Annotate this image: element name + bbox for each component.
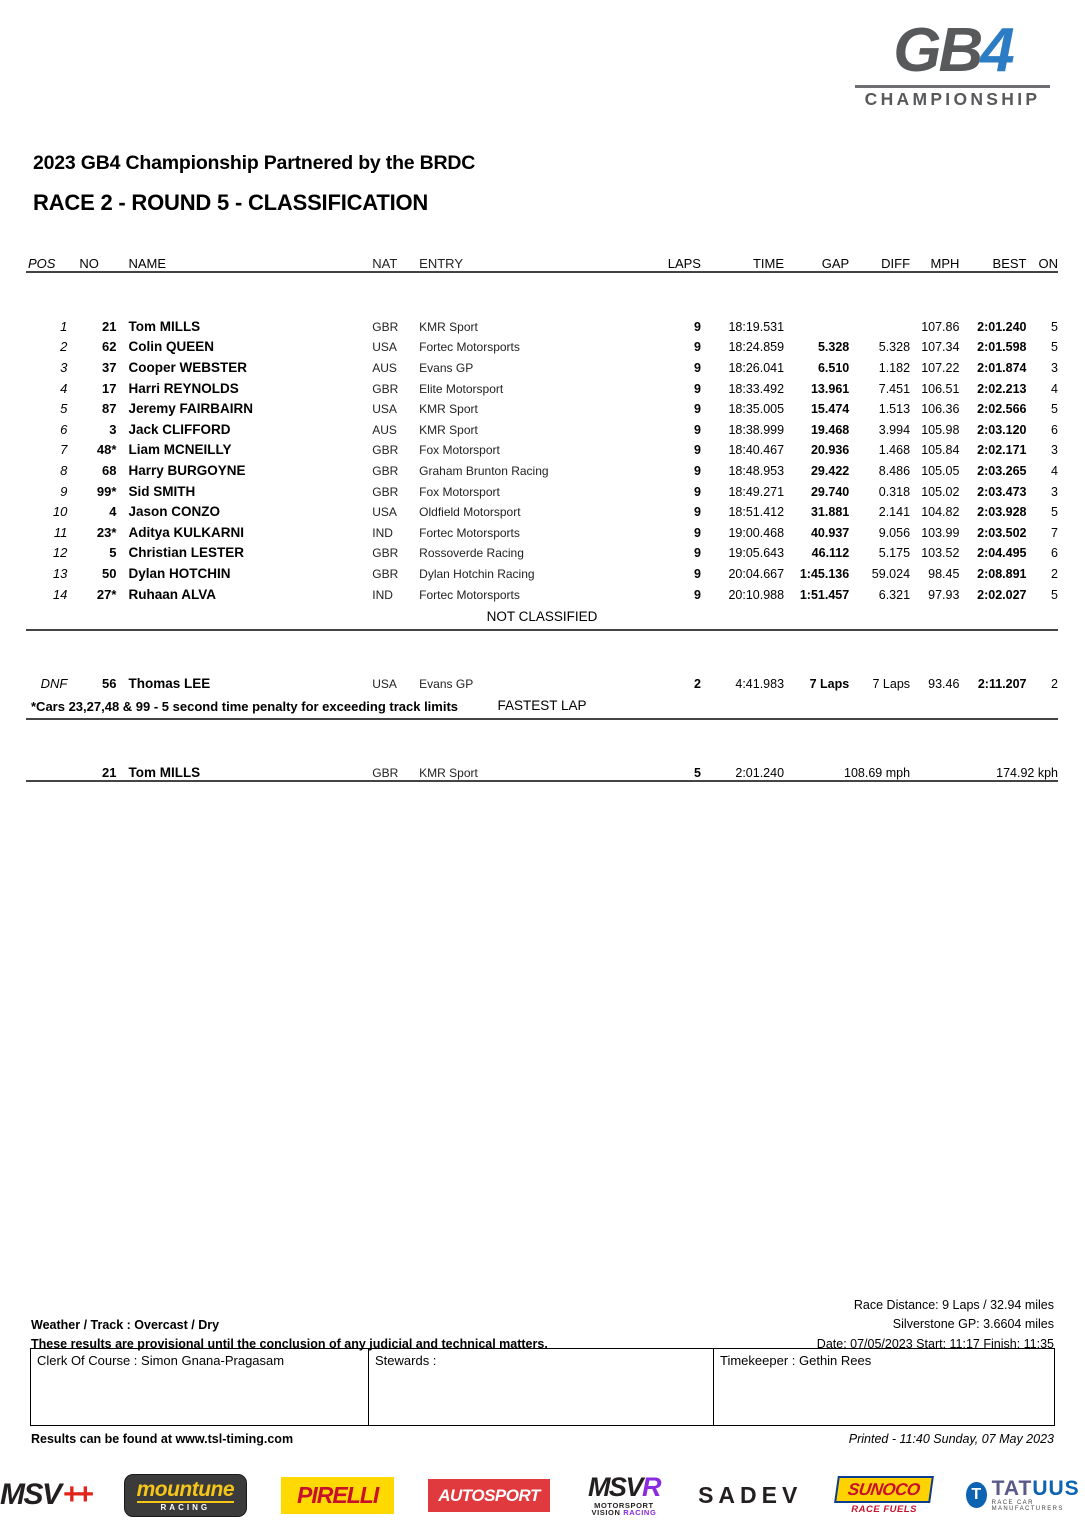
race-distance-info: Race Distance: 9 Laps / 32.94 miles [853,1298,1054,1312]
cell-best: 2:01.874 [977,360,1027,375]
cell-gap: 20.936 [810,443,850,458]
cell-best: 2:11.207 [977,677,1027,692]
cell-nat: GBR [372,463,399,478]
cell-mph: 93.46 [928,677,960,692]
cell-time: 2:01.240 [735,766,785,781]
cell-laps: 9 [694,319,701,334]
sunoco-sub: RACE FUELS [851,1503,917,1515]
logo-subtitle: CHAMPIONSHIP [864,88,1041,109]
cell-no: 27* [96,586,117,602]
cell-on: 2 [1051,677,1058,692]
cell-name: Aditya KULKARNI [128,524,244,540]
cell-nat: AUS [372,422,397,437]
table-row[interactable] [26,437,1058,458]
cell-time: 18:19.531 [728,319,785,334]
sponsor-mountune [124,1475,247,1515]
cell-diff: 7.451 [878,381,911,396]
cell-on: 4 [1051,381,1058,396]
msv-chevron-icon: ++ [62,1478,90,1511]
sponsor-autosport [428,1475,550,1515]
cell-entry: Oldfield Motorsport [419,505,521,520]
tatuus-emblem-icon: T [966,1482,987,1508]
cell-gap: 7 Laps [809,677,850,692]
cell-mph: 107.86 [921,319,960,334]
col-header-diff: DIFF [881,256,911,271]
fastest-lap-rule [26,719,1058,740]
timekeeper-cell: Timekeeper : Gethin Rees [720,1353,872,1368]
cell-mph: 106.36 [921,402,960,417]
cell-gap: 19.468 [810,422,850,437]
cell-pos: 2 [60,339,68,355]
cell-laps: 9 [694,443,701,458]
cell-on: 3 [1051,360,1058,375]
cell-on: 2 [1051,566,1058,581]
logo-divider [855,85,1050,88]
table-bottom-rule [26,781,1058,802]
cell-pos: 6 [60,421,68,437]
col-header-time: TIME [752,256,785,271]
cell-time: 18:49.271 [728,484,785,499]
cell-nat: AUS [372,360,397,375]
cell-diff: 1.513 [878,402,911,417]
header-rule [26,272,1058,293]
cell-fastest-kph: 174.92 kph [996,766,1058,781]
cell-no: 21 [101,765,117,781]
cell-laps: 9 [694,505,701,520]
cell-on: 4 [1051,463,1058,478]
cell-gap: 29.740 [810,484,850,499]
cell-mph: 103.52 [921,546,960,561]
table-row[interactable] [26,519,1058,540]
cell-no: 68 [101,462,117,478]
cell-nat: GBR [372,484,399,499]
cell-fastest-mph: 108.69 mph [844,766,911,781]
cell-entry: Fortec Motorsports [419,340,520,355]
msv-logo [0,1478,90,1512]
cell-entry: Dylan Hotchin Racing [419,566,535,581]
cell-pos: 10 [52,504,68,520]
cell-mph: 105.02 [921,484,960,499]
cell-pos: 7 [60,442,68,458]
cell-pos [26,760,77,781]
cell-time: 18:40.467 [728,443,785,458]
logo-gb-text: GB [893,16,981,85]
cell-mph: 98.45 [928,566,960,581]
cell-laps: 9 [694,525,701,540]
msvr-sub-2: RACING [623,1508,657,1517]
cell-pos: DNF [40,676,68,692]
cell-no: 21 [101,318,117,334]
cell-gap: 31.881 [810,505,850,520]
cell-pos: 3 [60,359,68,375]
circuit-info: Silverstone GP: 3.6604 miles [892,1317,1054,1332]
cell-best: 2:03.120 [977,422,1027,437]
cell-entry: KMR Sport [419,402,478,417]
cell-diff: 5.175 [878,546,911,561]
cell-diff: 1.468 [878,443,911,458]
cell-diff: 2.141 [878,505,911,520]
table-row[interactable] [26,416,1058,437]
sponsor-sunoco [836,1475,932,1515]
page-title: 2023 GB4 Championship Partnered by the BRDC [33,152,476,174]
cell-time: 18:48.953 [728,463,785,478]
cell-no: 99* [96,483,117,499]
msvr-sub [584,1502,664,1517]
cell-diff: 59.024 [871,566,911,581]
msvr-sub-1: MOTORSPORT VISION [591,1500,654,1517]
cell-entry: Evans GP [419,360,474,375]
cell-on: 6 [1051,546,1058,561]
col-header-name: NAME [128,256,167,271]
cell-name: Tom MILLS [128,765,201,781]
cell-no: 23* [96,524,117,540]
cell-diff: 1.182 [878,360,911,375]
sponsor-msv [0,1475,90,1515]
col-header-no: NO [79,256,99,271]
cell-laps: 9 [694,484,701,499]
cell-time: 18:38.999 [728,422,785,437]
cell-name: Sid SMITH [128,483,196,499]
cell-mph: 105.98 [921,422,960,437]
table-row[interactable] [26,478,1058,499]
mountune-wordmark: mountune [136,1477,235,1501]
table-row[interactable] [26,499,1058,520]
cell-entry: KMR Sport [419,319,478,334]
cell-gap: 15.474 [810,402,850,417]
cell-name: Colin QUEEN [128,339,214,355]
cell-gap: 29.422 [810,463,850,478]
cell-mph: 105.05 [921,463,960,478]
cell-name: Jeremy FAIRBAIRN [128,401,253,417]
cell-entry: Graham Brunton Racing [419,463,549,478]
cell-no: 48* [96,442,117,458]
cell-best: 2:03.265 [977,463,1027,478]
clerk-of-course-cell: Clerk Of Course : Simon Gnana-Pragasam [31,1349,369,1425]
cell-time: 18:33.492 [728,381,785,396]
cell-laps: 9 [694,463,701,478]
cell-mph: 107.34 [921,340,960,355]
logo-wordmark [855,16,1050,85]
table-header [26,252,1058,272]
weather-track-info: Weather / Track : Overcast / Dry [31,1318,220,1332]
cell-entry: KMR Sport [419,422,478,437]
cell-pos: 13 [52,565,68,581]
cell-gap: 1:51.457 [799,587,850,602]
cell-time: 20:10.988 [728,587,785,602]
cell-on: 7 [1051,525,1058,540]
autosport-logo: AUTOSPORT [428,1479,550,1512]
cell-entry: Fox Motorsport [419,443,500,458]
sponsor-msvr [584,1471,664,1517]
mountune-logo [124,1474,247,1517]
cell-time: 19:00.468 [728,525,785,540]
header-row [26,252,1058,272]
msv-wordmark: MSV [0,1478,61,1511]
cell-diff: 3.994 [878,422,911,437]
cell-mph: 105.84 [921,443,960,458]
cell-name: Tom MILLS [128,318,201,334]
cell-on: 3 [1051,484,1058,499]
cell-pos: 14 [52,586,68,602]
cell-time: 19:05.643 [728,546,785,561]
cell-laps: 9 [694,340,701,355]
sponsor-sadev [698,1475,802,1515]
cell-mph: 107.22 [921,360,960,375]
tatuus-part-a: TAT [991,1477,1033,1500]
col-header-on: ON [1038,256,1058,271]
cell-laps: 2 [694,677,701,692]
cell-no: 37 [101,359,117,375]
tatuus-text-block [992,1478,1085,1512]
cell-pos: 12 [52,545,68,561]
cell-mph: 106.51 [921,381,960,396]
cell-nat: USA [372,505,397,520]
cell-pos: 1 [60,318,68,334]
cell-laps: 9 [694,360,701,375]
cell-best: 2:02.027 [977,587,1027,602]
cell-lap: 5 [694,766,701,781]
cell-nat: GBR [372,766,399,781]
tatuus-wordmark [992,1478,1085,1499]
cell-on: 6 [1051,422,1058,437]
cell-best: 2:02.171 [977,443,1027,458]
cell-nat: GBR [372,381,399,396]
cell-gap: 6.510 [817,360,850,375]
cell-time: 18:51.412 [728,505,785,520]
table-row[interactable] [26,375,1058,396]
cell-entry: Fortec Motorsports [419,525,520,540]
col-header-pos: POS [28,256,56,271]
cell-mph: 104.82 [921,505,960,520]
cell-nat: USA [372,677,397,692]
cell-nat: GBR [372,566,399,581]
cell-name: Dylan HOTCHIN [128,565,231,581]
cell-laps: 9 [694,381,701,396]
msvr-wordmark [584,1471,664,1502]
cell-nat: GBR [372,443,399,458]
table-body [26,272,1058,802]
cell-no: 5 [109,545,117,561]
stewards-cell: Stewards : [369,1349,714,1425]
cell-diff: 9.056 [878,525,911,540]
cell-laps: 9 [694,422,701,437]
tatuus-part-b: UUS [1032,1477,1080,1500]
col-header-best: BEST [992,256,1027,271]
cell-laps: 9 [694,566,701,581]
table-row[interactable] [26,581,1058,602]
not-classified-rule [26,630,1058,651]
col-header-gap: GAP [821,256,850,271]
table-row[interactable] [26,457,1058,478]
cell-name: Cooper WEBSTER [128,359,247,375]
cell-best: 2:01.240 [977,319,1027,334]
cell-name: Jason CONZO [128,504,220,520]
cell-gap: 13.961 [810,381,850,396]
cell-best: 2:03.928 [977,505,1027,520]
pirelli-logo: PIRELLI [281,1477,394,1514]
cell-entry: Rossoverde Racing [419,546,524,561]
cell-nat: USA [372,402,397,417]
cell-best: 2:02.213 [977,381,1027,396]
gb4-championship-logo [855,16,1050,109]
cell-laps: 9 [694,587,701,602]
classification-table [26,252,1058,802]
sadev-logo: SADEV [698,1481,803,1508]
cell-time: 4:41.983 [735,677,785,692]
cell-time: 18:35.005 [728,402,785,417]
cell-name: Thomas LEE [128,676,211,692]
cell-diff [849,313,910,334]
spacer [26,293,1058,314]
mountune-sub: RACING [137,1501,234,1512]
cell-gap [784,313,849,334]
cell-no: 50 [101,565,117,581]
cell-best: 2:01.598 [977,340,1027,355]
msvr-msv-text: MSV [587,1471,642,1502]
not-classified-heading-row [26,602,1058,630]
col-header-mph: MPH [930,256,960,271]
cell-entry: Fortec Motorsports [419,587,520,602]
cell-gap: 46.112 [811,546,850,561]
footer-right-block [817,1296,1054,1354]
table-row[interactable] [26,671,1058,692]
cell-entry: Elite Motorsport [419,381,504,396]
msvr-logo [584,1471,664,1517]
cell-name: Christian LESTER [128,545,244,561]
cell-no: 17 [101,380,117,396]
cell-gap: 40.937 [810,525,850,540]
cell-nat: IND [372,525,393,540]
cell-no: 56 [101,676,117,692]
printed-timestamp: Printed - 11:40 Sunday, 07 May 2023 [848,1432,1054,1446]
cell-best: 2:03.502 [977,525,1027,540]
cell-diff: 8.486 [878,463,911,478]
sunoco-wordmark: SUNOCO [834,1476,933,1503]
provisional-notice: These results are provisional until the conclusion of any judicial and technical matters. [31,1336,548,1351]
date-time-info: Date: 07/05/2023 Start: 11:17 Finish: 11:35 [816,1336,1054,1351]
cell-gap: 1:45.136 [799,566,850,581]
cell-laps: 9 [694,402,701,417]
sponsor-tatuus [966,1475,1085,1515]
cell-pos: 11 [53,524,68,540]
penalty-note: *Cars 23,27,48 & 99 - 5 second time penalty for exceeding track limits [31,699,459,714]
cell-on: 5 [1051,402,1058,417]
cell-no: 87 [101,401,117,417]
cell-time: 18:24.859 [728,340,785,355]
cell-pos: 9 [60,483,68,499]
cell-best: 2:08.891 [977,566,1027,581]
cell-pos: 8 [60,462,68,478]
table-row[interactable] [26,354,1058,375]
cell-name: Harri REYNOLDS [128,380,239,396]
cell-pos: 4 [60,380,68,396]
cell-best: 2:04.495 [977,546,1027,561]
cell-best: 2:02.566 [977,402,1027,417]
spacer [26,650,1058,671]
table-row[interactable] [26,334,1058,355]
cell-no: 4 [109,504,117,520]
cell-laps: 9 [694,546,701,561]
cell-nat: IND [372,587,393,602]
cell-time: 18:26.041 [728,360,785,375]
fastest-lap-heading: FASTEST LAP [497,698,587,714]
cell-best: 2:03.473 [977,484,1027,499]
col-header-laps: LAPS [667,256,701,271]
cell-nat: GBR [372,546,399,561]
table-row[interactable] [26,313,1058,334]
cell-entry: Evans GP [419,677,474,692]
cell-mph: 103.99 [921,525,960,540]
cell-diff: 6.321 [878,587,911,602]
cell-on: 5 [1051,340,1058,355]
cell-no: 62 [101,339,117,355]
cell-no: 3 [109,421,117,437]
cell-name: Jack CLIFFORD [128,421,231,437]
cell-name: Ruhaan ALVA [128,586,216,602]
cell-on: 5 [1051,319,1058,334]
table-row[interactable] [26,540,1058,561]
table-row[interactable] [26,560,1058,581]
cell-entry: KMR Sport [419,766,478,781]
sponsor-strip [0,1468,1085,1522]
spacer [26,740,1058,761]
sponsor-pirelli [281,1475,394,1515]
page-subtitle: RACE 2 - ROUND 5 - CLASSIFICATION [33,190,429,215]
signature-box [30,1348,1055,1426]
sunoco-logo [836,1476,932,1515]
cell-time: 20:04.667 [728,566,785,581]
table-row[interactable] [26,396,1058,417]
cell-name: Liam MCNEILLY [128,442,232,458]
msvr-r-text: R [641,1471,660,1502]
cell-on: 3 [1051,443,1058,458]
not-classified-heading: NOT CLASSIFIED [486,608,598,624]
tatuus-sub: RACE CAR MANUFACTURERS [991,1500,1064,1512]
results-url[interactable]: Results can be found at www.tsl-timing.com [31,1432,294,1446]
cell-nat: USA [372,340,397,355]
col-header-entry: ENTRY [419,256,463,271]
cell-pos: 5 [60,401,68,417]
cell-mph: 97.93 [928,587,960,602]
cell-on: 5 [1051,587,1058,602]
cell-entry: Fox Motorsport [419,484,500,499]
cell-diff: 0.318 [878,484,911,499]
cell-name: Harry BURGOYNE [128,462,246,478]
cell-nat: GBR [372,319,399,334]
cell-gap: 5.328 [817,340,850,355]
tatuus-logo [966,1478,1085,1512]
cell-diff: 7 Laps [872,677,911,692]
logo-4-text: 4 [980,16,1012,85]
col-header-nat: NAT [372,256,398,271]
cell-on: 5 [1051,505,1058,520]
cell-diff: 5.328 [878,340,911,355]
fastest-lap-row[interactable] [26,760,1058,781]
